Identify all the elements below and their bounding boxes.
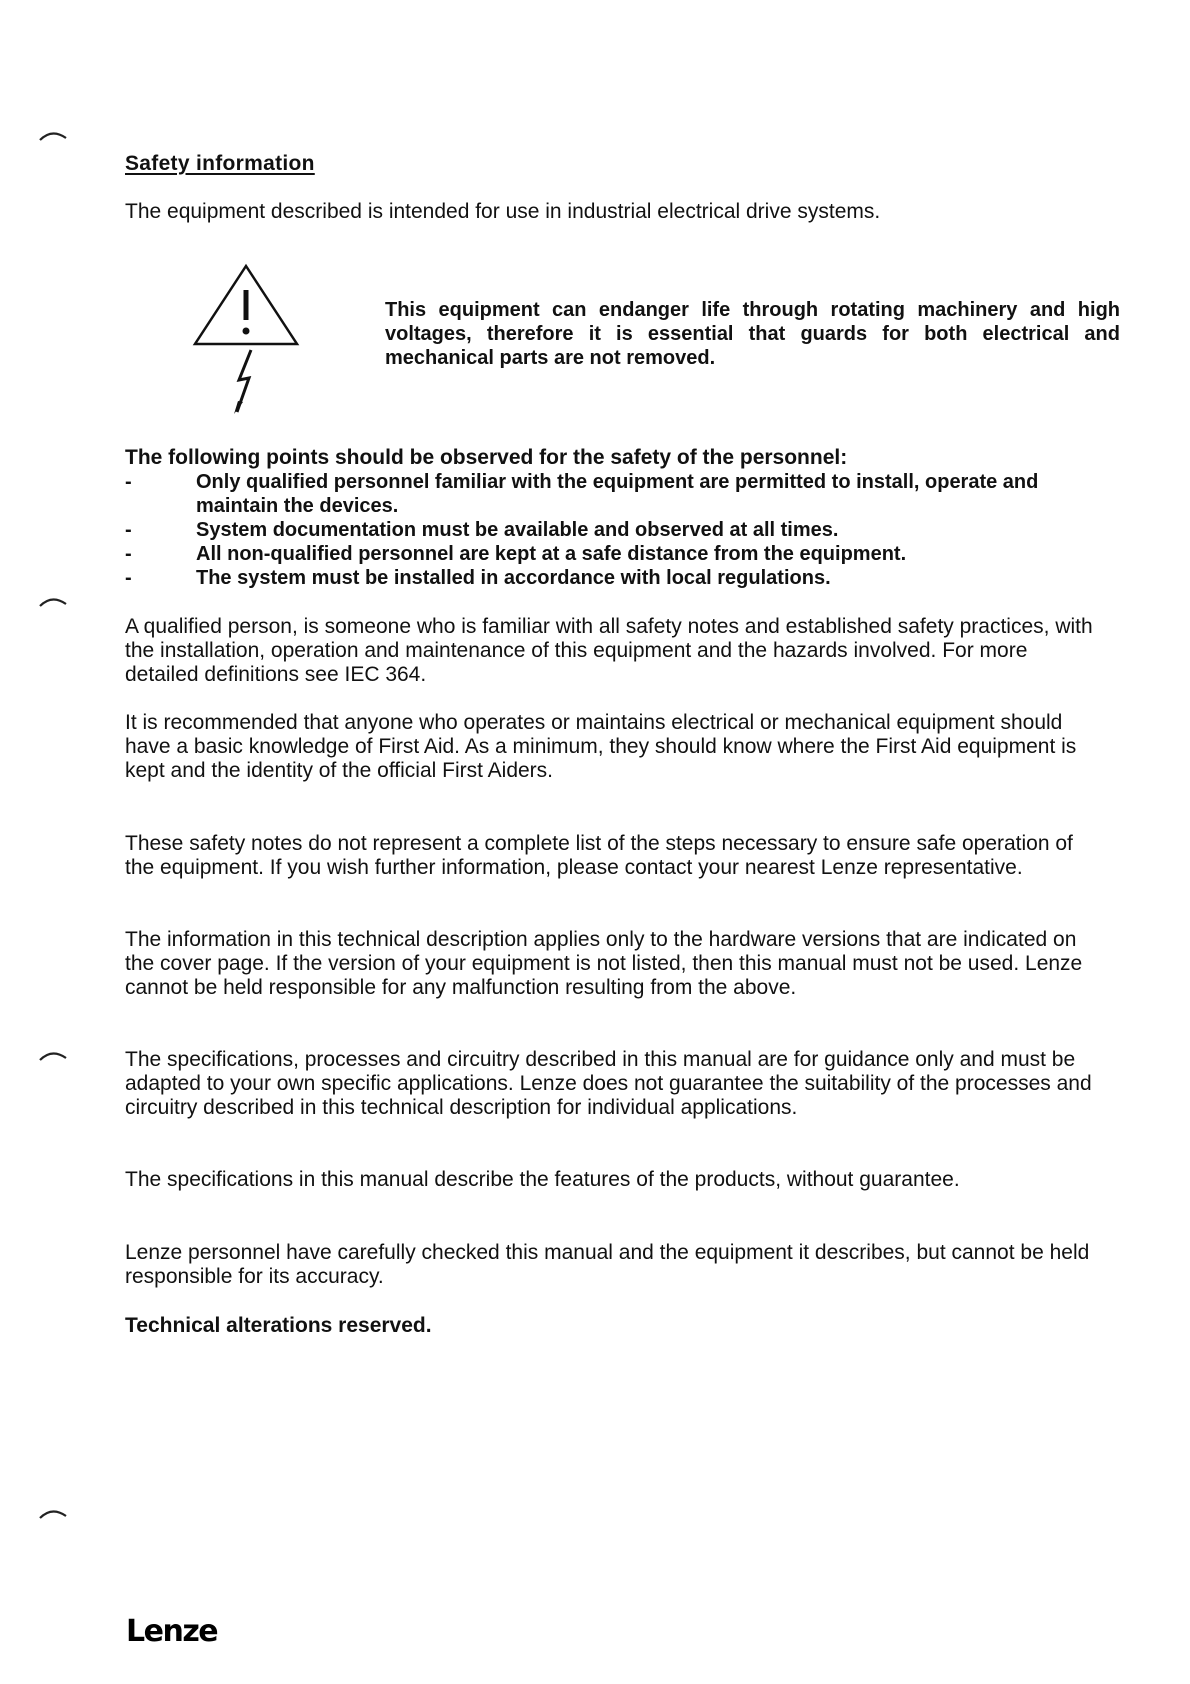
page-title: Safety information	[125, 152, 315, 175]
binder-hole-mark	[38, 1048, 70, 1062]
intro-text: The equipment described is intended for use in industrial electrical drive systems.	[125, 200, 881, 223]
list-item-text: System documentation must be available and observed at all times.	[196, 519, 839, 541]
hardware-versions-paragraph: The information in this technical description applies only to the hardware versions that are indicated on the cover page. If the version of your equipment is not listed, then this manual must not be used. Lenze cannot be held responsible for any malfunction resulting from the above.	[125, 928, 1083, 999]
closing-note: Technical alterations reserved.	[125, 1314, 432, 1337]
list-item	[125, 470, 1085, 518]
personnel-list	[125, 470, 1085, 590]
first-aid-paragraph: It is recommended that anyone who operates or maintains electrical or mechanical equipment should have a basic knowledge of First Aid. As a minimum, they should know where the First Aid equipment is kept and the identity of the official First Aiders.	[125, 711, 1077, 782]
guidance-paragraph: The specifications, processes and circuitry described in this manual are for guidance only and must be adapted to your own specific applications. Lenze does not guarantee the suitability of the processes and circuitry described in this technical description for individual applications.	[125, 1048, 1092, 1119]
binder-hole-mark	[38, 594, 70, 608]
list-item	[125, 566, 1085, 590]
safety-notes-paragraph: These safety notes do not represent a complete list of the steps necessary to ensure safe operation of the equipment. If you wish further information, please contact your nearest Lenze representative.	[125, 832, 1073, 879]
list-item	[125, 518, 1085, 542]
list-item-text: Only qualified personnel familiar with the equipment are permitted to install, operate and maintain the devices.	[196, 471, 1039, 517]
binder-hole-mark	[38, 128, 70, 142]
bullet-dash: -	[125, 471, 132, 493]
no-guarantee-paragraph: The specifications in this manual describe the features of the products, without guarantee.	[125, 1168, 960, 1191]
accuracy-paragraph: Lenze personnel have carefully checked this manual and the equipment it describes, but cannot be held responsible for its accuracy.	[125, 1241, 1090, 1288]
binder-hole-mark	[38, 1506, 70, 1520]
lenze-logo: Lenze	[126, 1614, 218, 1649]
list-item-text: The system must be installed in accordance with local regulations.	[196, 567, 831, 589]
list-item	[125, 542, 1085, 566]
bullet-dash: -	[125, 519, 132, 541]
personnel-heading: The following points should be observed for the safety of the personnel:	[125, 446, 848, 469]
list-item-text: All non-qualified personnel are kept at a safe distance from the equipment.	[196, 543, 907, 565]
warning-text: This equipment can endanger life through rotating machinery and high voltages, therefore it is essential that guards for both electrical and mechanical parts are not removed.	[385, 299, 1120, 369]
bullet-dash: -	[125, 567, 132, 589]
qualified-person-paragraph: A qualified person, is someone who is familiar with all safety notes and established safety practices, with the installation, operation and maintenance of this equipment and the hazards involved. For more detailed definitions see IEC 364.	[125, 615, 1093, 686]
bullet-dash: -	[125, 543, 132, 565]
warning-lightning-icon	[191, 262, 301, 422]
